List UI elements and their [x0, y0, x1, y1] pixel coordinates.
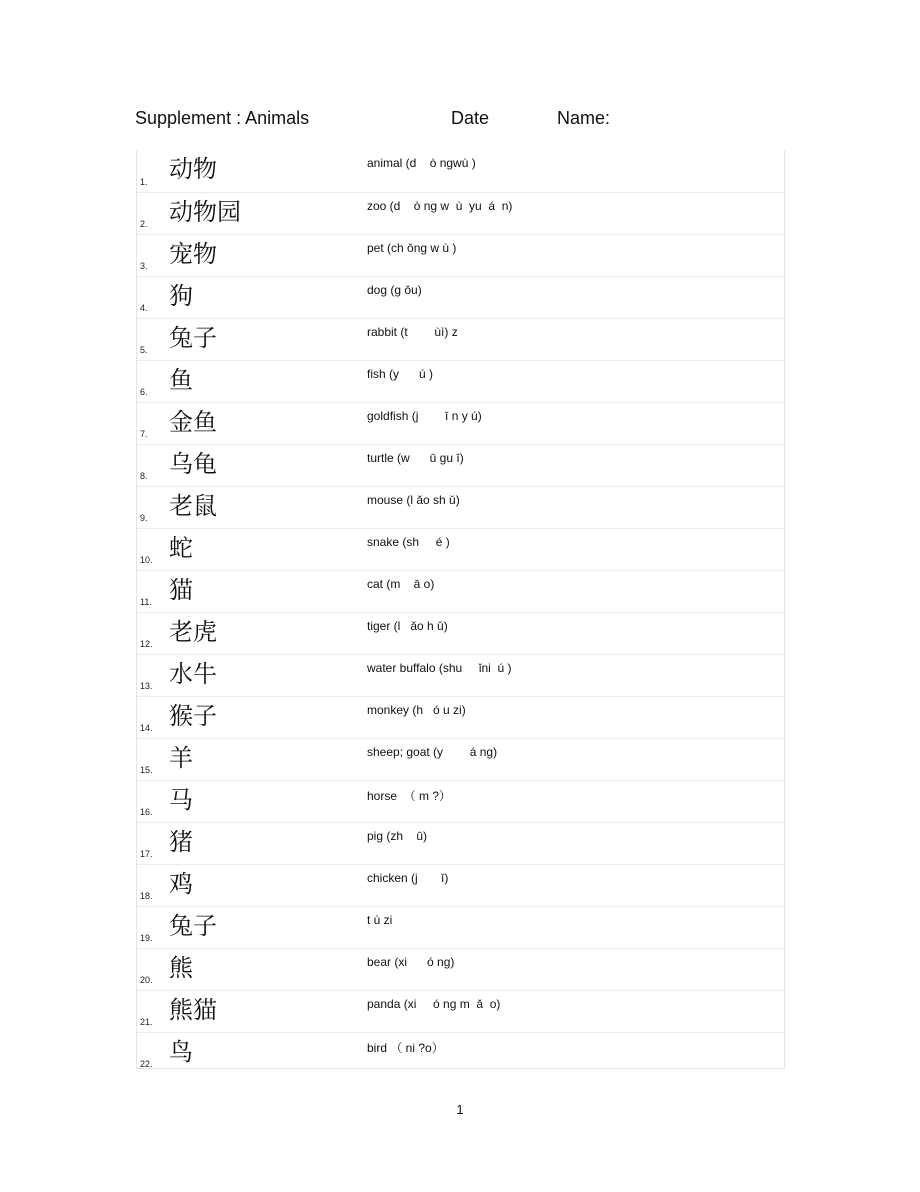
- row-number: 22.: [140, 1059, 153, 1069]
- row-number: 11.: [140, 597, 152, 607]
- english-pinyin: monkey (h ó u zi): [367, 703, 466, 717]
- english-pinyin: zoo (d ò ng w ù yu á n): [367, 199, 513, 213]
- row-number: 8.: [140, 471, 148, 481]
- row-number: 10.: [140, 555, 153, 565]
- vocab-row: [137, 444, 784, 486]
- chinese-word: 熊: [169, 954, 193, 982]
- chinese-word: 动物: [169, 155, 217, 183]
- vocab-row: [137, 990, 784, 1032]
- english-pinyin: pig (zh ū): [367, 829, 428, 843]
- vocab-row: [137, 612, 784, 654]
- english-pinyin: horse （ m ?）: [367, 789, 452, 803]
- english-pinyin: bear (xi ó ng): [367, 955, 455, 969]
- chinese-word: 马: [169, 786, 193, 814]
- chinese-word: 猴子: [169, 702, 217, 730]
- row-number: 4.: [140, 303, 148, 313]
- english-pinyin: panda (xi ó ng m ǎ o): [367, 997, 501, 1011]
- chinese-word: 蛇: [169, 534, 193, 562]
- row-number: 7.: [140, 429, 148, 439]
- row-number: 1.: [140, 177, 148, 187]
- row-number: 15.: [140, 765, 153, 775]
- vocabulary-table: [136, 150, 785, 1069]
- vocab-row: [137, 906, 784, 948]
- english-pinyin: tiger (l ǎo h ǔ): [367, 619, 448, 633]
- chinese-word: 水牛: [169, 660, 217, 688]
- row-number: 2.: [140, 219, 148, 229]
- chinese-word: 熊猫: [169, 996, 217, 1024]
- vocab-row: [137, 1032, 784, 1074]
- english-pinyin: water buffalo (shu ǐni ú ): [367, 661, 512, 675]
- vocab-row: [137, 696, 784, 738]
- vocab-row: [137, 150, 784, 192]
- chinese-word: 金鱼: [169, 408, 217, 436]
- vocab-row: [137, 864, 784, 906]
- vocab-row: [137, 948, 784, 990]
- vocab-row: [137, 654, 784, 696]
- row-number: 3.: [140, 261, 148, 271]
- row-number: 21.: [140, 1017, 153, 1027]
- chinese-word: 鱼: [169, 366, 193, 394]
- chinese-word: 老虎: [169, 618, 217, 646]
- name-label: Name:: [557, 108, 611, 128]
- chinese-word: 猫: [169, 576, 193, 604]
- english-pinyin: goldfish (j ī n y ú): [367, 409, 482, 423]
- chinese-word: 兔子: [169, 912, 217, 940]
- chinese-word: 狗: [169, 282, 193, 310]
- worksheet-header: [0, 108, 920, 134]
- chinese-word: 乌龟: [169, 450, 217, 478]
- row-number: 19.: [140, 933, 153, 943]
- vocab-row: [137, 780, 784, 822]
- chinese-word: 羊: [169, 744, 193, 772]
- row-number: 20.: [140, 975, 153, 985]
- row-number: 17.: [140, 849, 153, 859]
- english-pinyin: animal (d ò ngwù ): [367, 156, 476, 170]
- page-number: 1: [456, 1102, 464, 1117]
- chinese-word: 猪: [169, 828, 193, 856]
- vocab-row: [137, 192, 784, 234]
- vocab-row: [137, 570, 784, 612]
- chinese-word: 兔子: [169, 324, 217, 352]
- date-label: Date: [451, 108, 490, 128]
- row-number: 18.: [140, 891, 153, 901]
- vocab-row: [137, 528, 784, 570]
- row-number: 14.: [140, 723, 153, 733]
- english-pinyin: mouse (l ǎo sh ǔ): [367, 493, 460, 507]
- english-pinyin: bird （ ni ?o）: [367, 1041, 444, 1055]
- vocab-row: [137, 234, 784, 276]
- chinese-word: 动物园: [169, 198, 241, 226]
- vocab-row: [137, 738, 784, 780]
- row-number: 5.: [140, 345, 148, 355]
- row-number: 12.: [140, 639, 153, 649]
- row-number: 16.: [140, 807, 153, 817]
- vocab-row: [137, 486, 784, 528]
- chinese-word: 鸡: [169, 870, 193, 898]
- vocab-row: [137, 360, 784, 402]
- chinese-word: 老鼠: [169, 492, 217, 520]
- english-pinyin: fish (y ú ): [367, 367, 434, 381]
- worksheet-title: Supplement : Animals: [135, 108, 310, 128]
- english-pinyin: snake (sh é ): [367, 535, 450, 549]
- english-pinyin: rabbit (t ùì) z: [367, 325, 458, 339]
- chinese-word: 宠物: [169, 240, 217, 268]
- row-number: 6.: [140, 387, 148, 397]
- english-pinyin: t ù zi: [367, 913, 393, 927]
- chinese-word: 鸟: [169, 1038, 193, 1066]
- vocab-row: [137, 276, 784, 318]
- english-pinyin: cat (m ā o): [367, 577, 435, 591]
- english-pinyin: dog (g ǒu): [367, 283, 422, 297]
- vocab-row: [137, 318, 784, 360]
- english-pinyin: sheep; goat (y á ng): [367, 745, 498, 759]
- english-pinyin: pet (ch ǒng w ù ): [367, 241, 457, 255]
- english-pinyin: chicken (j ī): [367, 871, 449, 885]
- row-number: 13.: [140, 681, 153, 691]
- vocab-row: [137, 822, 784, 864]
- english-pinyin: turtle (w ū gu ī): [367, 451, 464, 465]
- vocab-row: [137, 402, 784, 444]
- row-number: 9.: [140, 513, 148, 523]
